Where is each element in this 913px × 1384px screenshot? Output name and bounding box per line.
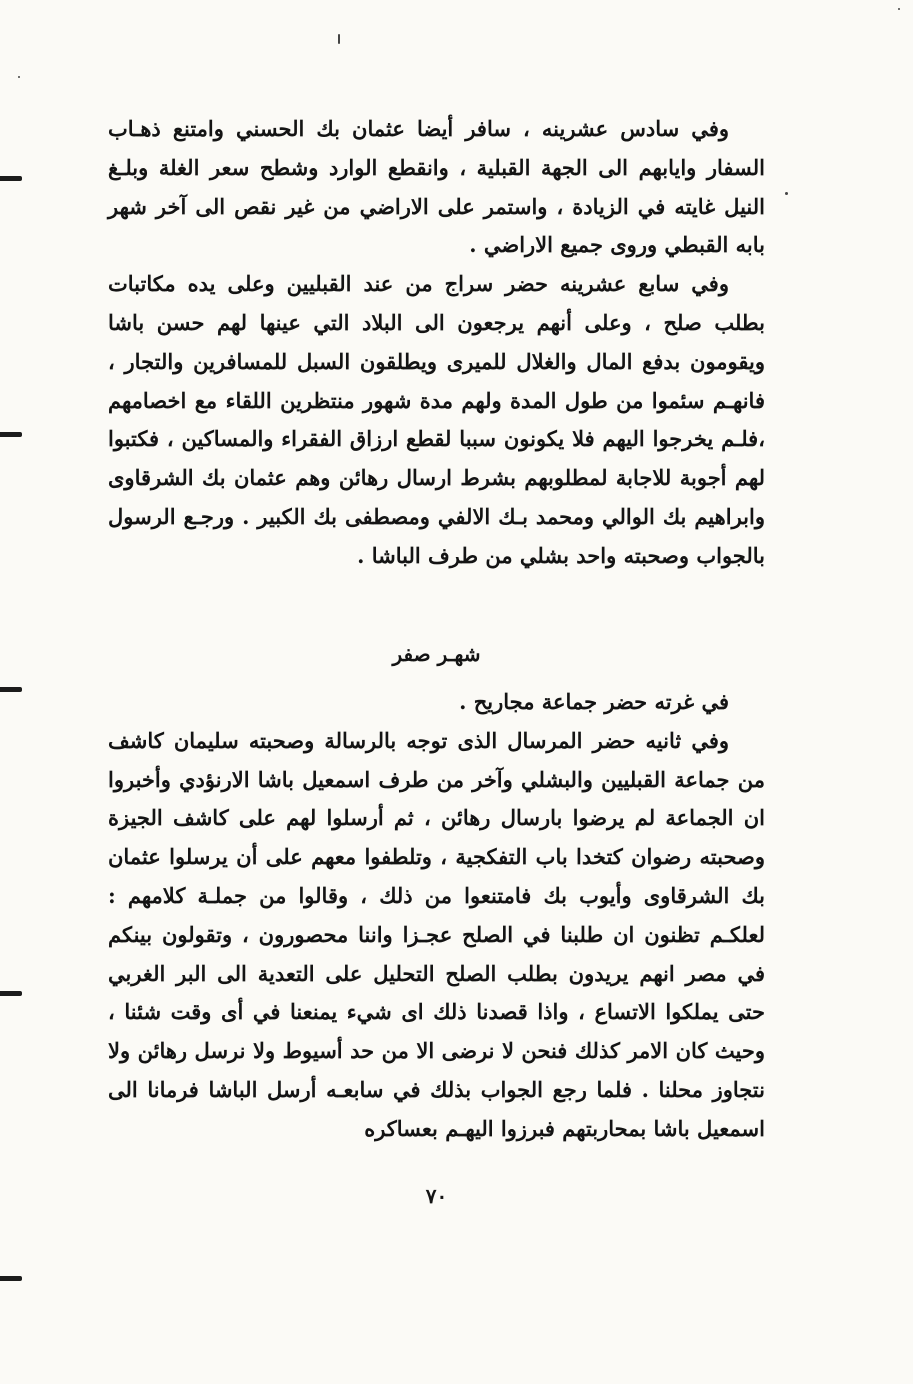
scan-edge-mark <box>0 687 22 692</box>
paragraph: في غرته حضر جماعة مجاريح . <box>459 689 729 714</box>
paragraph: وفي سابع عشرينه حضر سراج من عند القبليين وعلى يده مكاتبات بطلب صلح ، وعلى أنهم يرجعون الى البلاد التي عينها لهم حسن باشا ويقومون بدفع المال والغلال للميرى ويطلقون السبل للمسافرين والتجار ، فانهـم سئموا من طول المدة ولهم مدة شهور منتظرين اللقاء مع اخصامهم ،فلـم يخرجوا اليهم فلا يكونون سببا لقطع ارزاق الفقراء والمساكين ، فكتبوا لهم أجوبة للاجابة لمطلوبهم بشرط ارسال رهائن وهم عثمان بك الشرقاوى وابراهيم بك الوالي ومحمد بـك الالفي ومصطفى بك الكبير . ورجـع الرسول بالجواب وصحبته واحد بشلي من طرف الباشا . <box>108 271 765 568</box>
main-text-block-2 <box>108 683 765 1149</box>
page-number: ٧٠ <box>425 1184 448 1208</box>
paragraph: وفي سادس عشرينه ، سافر أيضا عثمان بك الحسني وامتنع ذهـاب السفار وايابهم الى الجهة القبلية ، وانقطع الوارد وشطح سعر الغلة وبلـغ النيل غايته في الزيادة ، واستمر على الاراضي من غير نقص الى آخر شهر بابه القبطي وروى جميع الاراضي . <box>108 116 765 258</box>
section-heading: شهـر صفر <box>392 642 481 666</box>
scan-speck <box>785 192 788 195</box>
scan-edge-mark <box>0 432 22 437</box>
main-text-block <box>108 110 765 576</box>
scan-speck <box>338 34 340 44</box>
paragraph: وفي ثانيه حضر المرسال الذى توجه بالرسالة وصحبته سليمان كاشف من جماعة القبليين والبشلي وآخر من طرف اسمعيل باشا الارنؤدي وأخبروا ان الجماعة لم يرضوا بارسال رهائن ، ثم أرسلوا لهم على كاشف الجيزة وصحبته رضوان كتخدا باب التفكجية ، وتلطفوا معهم على أن يرسلوا عثمان بك الشرقاوى وأيوب بك فامتنعوا من ذلك ، وقالوا من جملـة كلامهم : لعلكـم تظنون ان طلبنا في الصلح عجـزا واننا محصورون ، وتقولون بينكم في مصر انهم يريدون بطلب الصلح التحليل على التعدية الى البر الغربي حتى يملكوا الاتساع ، واذا قصدنا ذلك اى شيء يمنعنا في أى وقت شئنا ، وحيث كان الامر كذلك فنحن لا نرضى الا من حد أسيوط ولا نرسل رهائن ولا نتجاوز محلنا . فلما رجع الجواب بذلك في سابعـه أرسل الباشا فرمانا الى اسمعيل باشا بمحاربتهم فبرزوا اليهـم بعساكره <box>108 727 765 1141</box>
scan-edge-mark <box>0 176 22 181</box>
scan-speck <box>18 76 20 78</box>
scan-speck <box>898 8 900 10</box>
scan-edge-mark <box>0 991 22 996</box>
scan-edge-mark <box>0 1276 22 1281</box>
